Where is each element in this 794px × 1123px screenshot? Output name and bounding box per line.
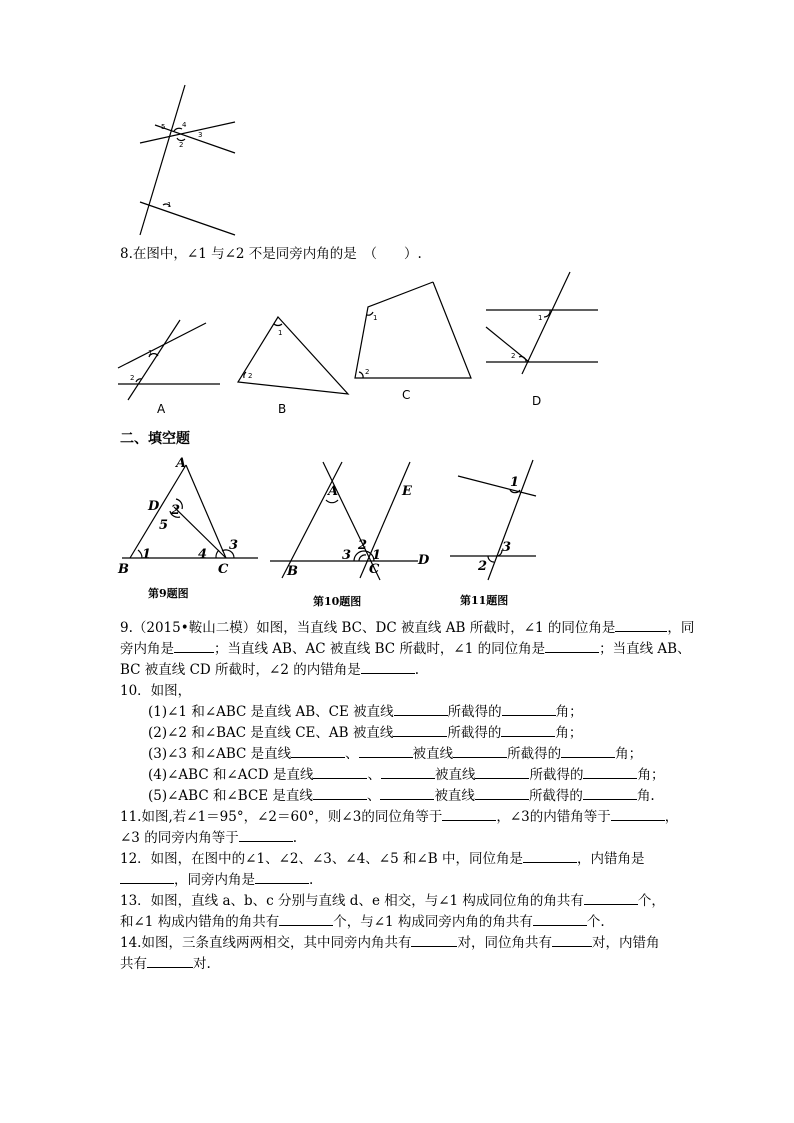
- fig9-angle-1: 1: [142, 547, 152, 562]
- fig11-caption: 第11题图: [460, 594, 509, 607]
- answer-blank[interactable]: [442, 806, 496, 821]
- answer-blank[interactable]: [615, 617, 667, 632]
- angle-label-2: 2: [179, 141, 184, 149]
- angle-label-5: 5: [161, 123, 166, 131]
- fig9-point-b: B: [118, 562, 129, 577]
- question-8-text: 8.在图中，∠1 与∠2 不是同旁内角的是 （ ）.: [120, 246, 422, 262]
- fig10-angle-1: 1: [372, 548, 382, 563]
- q13-line-1: 13．如图，直线 a、b、c 分别与直线 d、e 相交，与∠1 构成同位角的角共有 个，: [120, 890, 665, 912]
- answer-blank[interactable]: [239, 827, 293, 842]
- fig10-point-c: C: [369, 562, 380, 577]
- answer-blank[interactable]: [313, 764, 367, 779]
- fig9-angle-4: 4: [198, 547, 208, 562]
- option-b-label: B: [278, 402, 287, 416]
- answer-blank[interactable]: [583, 764, 637, 779]
- d-angle-1: 1: [538, 314, 543, 322]
- q11-line-1: 11.如图,若∠1＝95°，∠2＝60°，则∠3的同位角等于 ，∠3的内错角等于 ，: [120, 806, 678, 828]
- q12-line-2: ，同旁内角是 .: [120, 869, 313, 891]
- answer-blank[interactable]: [174, 638, 214, 653]
- c-angle-2: 2: [365, 368, 370, 376]
- q12-line-1: 12．如图，在图中的∠1、∠2、∠3、∠4、∠5 和∠B 中，同位角是 ，内错角是: [120, 848, 645, 870]
- answer-blank[interactable]: [255, 869, 309, 884]
- q8-option-a-figure: [118, 318, 223, 403]
- angle-label-1: 1: [167, 201, 172, 209]
- b-angle-2: 2: [248, 372, 253, 380]
- fig11-angle-1: 1: [510, 475, 520, 490]
- answer-blank[interactable]: [361, 659, 415, 674]
- a-angle-2: 2: [130, 374, 135, 382]
- q13-line-2: 和∠1 构成内错角的角共有 个，与∠1 构成同旁内角的角共有 个.: [120, 911, 605, 933]
- top-figure: [130, 85, 250, 235]
- q10-item-2: (2)∠2 和∠BAC 是直线 CE、AB 被直线 所截得的 角；: [148, 722, 582, 744]
- answer-blank[interactable]: [475, 785, 529, 800]
- answer-blank[interactable]: [611, 806, 665, 821]
- figure-10: [268, 460, 433, 608]
- fig9-point-d: D: [148, 499, 160, 514]
- fig10-point-d: D: [418, 553, 430, 568]
- answer-blank[interactable]: [393, 722, 447, 737]
- fig10-angle-2: 2: [358, 538, 368, 553]
- angle-label-4: 4: [182, 121, 187, 129]
- answer-blank[interactable]: [533, 911, 587, 926]
- option-d-label: D: [532, 394, 542, 408]
- q8-option-d-figure: [484, 272, 604, 377]
- fig10-caption: 第10题图: [313, 595, 362, 608]
- fig10-point-b: B: [287, 564, 298, 579]
- answer-blank[interactable]: [380, 785, 434, 800]
- q10-item-3: (3)∠3 和∠ABC 是直线 、 被直线 所截得的 角；: [148, 743, 642, 765]
- q14-line-2: 共有 对.: [120, 953, 211, 975]
- answer-blank[interactable]: [501, 722, 555, 737]
- fig11-angle-2: 2: [478, 559, 488, 574]
- answer-blank[interactable]: [381, 764, 435, 779]
- q9-line-3: BC 被直线 CD 所截时，∠2 的内错角是 .: [120, 659, 419, 681]
- section-title: 二、填空题: [120, 431, 190, 447]
- angle-label-3: 3: [198, 131, 203, 139]
- answer-blank[interactable]: [475, 764, 529, 779]
- answer-blank[interactable]: [279, 911, 333, 926]
- q10-intro: 10．如图，: [120, 683, 192, 699]
- fig10-point-e: E: [402, 484, 412, 499]
- fig11-angle-3: 3: [502, 540, 512, 555]
- answer-blank[interactable]: [359, 743, 413, 758]
- fig9-angle-2: 2: [171, 503, 181, 518]
- c-angle-1: 1: [373, 314, 378, 322]
- q8-option-b-figure: [238, 312, 353, 397]
- answer-blank[interactable]: [561, 743, 615, 758]
- q10-item-5: (5)∠ABC 和∠BCE 是直线 、 被直线 所截得的 角.: [148, 785, 655, 807]
- fig10-point-a: A: [328, 484, 339, 499]
- answer-blank[interactable]: [552, 932, 592, 947]
- answer-blank[interactable]: [291, 743, 345, 758]
- answer-blank[interactable]: [502, 701, 556, 716]
- q10-item-4: (4)∠ABC 和∠ACD 是直线 、 被直线 所截得的 角；: [148, 764, 664, 786]
- q10-item-1: (1)∠1 和∠ABC 是直线 AB、CE 被直线 所截得的 角；: [148, 701, 583, 723]
- figure-9: [118, 455, 268, 605]
- q8-option-c-figure: [355, 280, 475, 385]
- fig10-angle-3: 3: [342, 548, 352, 563]
- fig9-angle-5: 5: [159, 518, 169, 533]
- d-angle-2: 2: [511, 352, 516, 360]
- answer-blank[interactable]: [411, 932, 457, 947]
- answer-blank[interactable]: [584, 890, 638, 905]
- answer-blank[interactable]: [523, 848, 577, 863]
- answer-blank[interactable]: [394, 701, 448, 716]
- b-angle-1: 1: [278, 329, 283, 337]
- q9-line-2: 旁内角是 ；当直线 AB、AC 被直线 BC 所截时，∠1 的同位角是 ；当直线 AB、: [120, 638, 691, 660]
- answer-blank[interactable]: [147, 953, 193, 968]
- answer-blank[interactable]: [313, 785, 367, 800]
- option-c-label: C: [402, 388, 411, 402]
- q11-line-2: ∠3 的同旁内角等于 .: [120, 827, 297, 849]
- q14-line-1: 14.如图，三条直线两两相交，其中同旁内角共有 对，同位角共有 对，内错角: [120, 932, 659, 954]
- fig9-point-c: C: [218, 562, 229, 577]
- option-a-label: A: [157, 402, 166, 416]
- fig9-point-a: A: [176, 456, 187, 471]
- answer-blank[interactable]: [453, 743, 507, 758]
- fig9-angle-3: 3: [229, 538, 239, 553]
- answer-blank[interactable]: [120, 869, 174, 884]
- answer-blank[interactable]: [545, 638, 599, 653]
- figure-11: [448, 458, 548, 608]
- q9-line-1: 9.（2015•鞍山二模）如图，当直线 BC、DC 被直线 AB 所截时，∠1 的同位角是 ，同: [120, 617, 694, 639]
- fig9-caption: 第9题图: [148, 587, 189, 600]
- a-angle-1: 1: [148, 349, 153, 357]
- answer-blank[interactable]: [583, 785, 637, 800]
